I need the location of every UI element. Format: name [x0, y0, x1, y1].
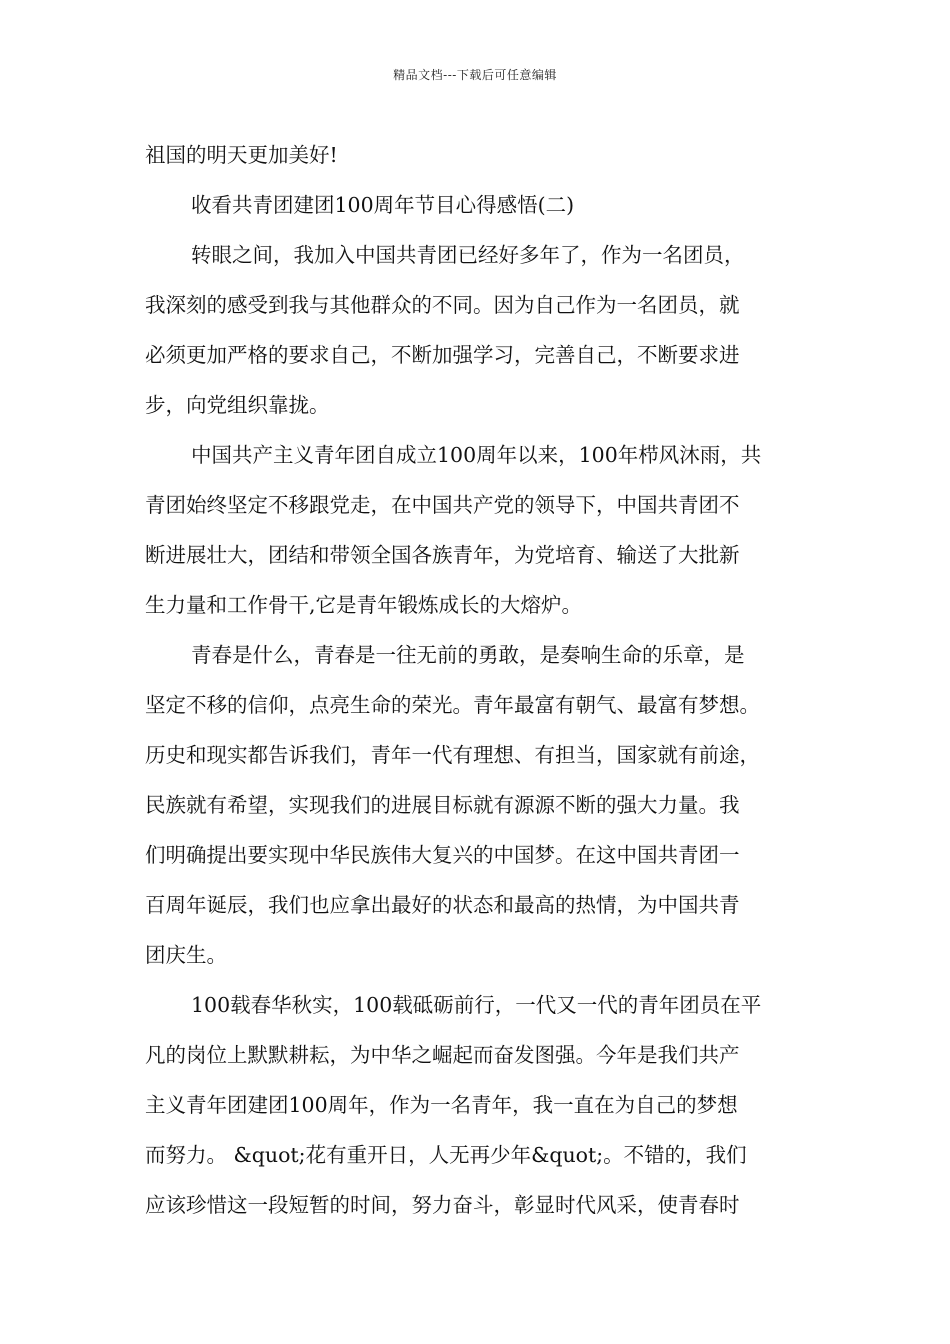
text-line: 应该珍惜这一段短暂的时间，努力奋斗，彰显时代风采，使青春时 [145, 1193, 740, 1217]
text-line: 100载春华秋实，100载砥砺前行，一代又一代的青年团员在平 [191, 993, 762, 1017]
text-line: 百周年诞辰，我们也应拿出最好的状态和最高的热情，为中国共青 [145, 893, 740, 917]
section-title: 收看共青团建团100周年节目心得感悟(二) [191, 193, 575, 217]
text-line: 中国共产主义青年团自成立100周年以来，100年栉风沐雨，共 [191, 443, 762, 467]
text-line: 们明确提出要实现中华民族伟大复兴的中国梦。在这中国共青团一 [145, 843, 740, 867]
document-body [145, 130, 825, 1230]
text-line: 青团始终坚定不移跟党走，在中国共产党的领导下，中国共青团不 [145, 493, 740, 517]
page-header: 精品文档---下载后可任意编辑 [393, 68, 557, 82]
text-line: 历史和现实都告诉我们，青年一代有理想、有担当，国家就有前途， [145, 743, 760, 767]
text-line: 主义青年团建团100周年，作为一名青年，我一直在为自己的梦想 [145, 1093, 738, 1117]
text-line: 坚定不移的信仰，点亮生命的荣光。青年最富有朝气、最富有梦想。 [145, 693, 760, 717]
text-line: 步，向党组织靠拢。 [145, 393, 330, 417]
text-line: 必须更加严格的要求自己，不断加强学习，完善自己，不断要求进 [145, 343, 740, 367]
text-line: 生力量和工作骨干,它是青年锻炼成长的大熔炉。 [145, 593, 583, 617]
text-line: 转眼之间，我加入中国共青团已经好多年了，作为一名团员， [191, 243, 745, 267]
text-line: 而努力。 &quot;花有重开日，人无再少年&quot;。不错的，我们 [145, 1143, 747, 1167]
text-line: 我深刻的感受到我与其他群众的不同。因为自己作为一名团员，就 [145, 293, 740, 317]
text-line: 凡的岗位上默默耕耘，为中华之崛起而奋发图强。今年是我们共产 [145, 1043, 740, 1067]
text-line: 民族就有希望，实现我们的进展目标就有源源不断的强大力量。我 [145, 793, 740, 817]
text-line: 断进展壮大，团结和带领全国各族青年，为党培育、输送了大批新 [145, 543, 740, 567]
text-line: 青春是什么，青春是一往无前的勇敢，是奏响生命的乐章，是 [191, 643, 745, 667]
text-line: 团庆生。 [145, 943, 227, 967]
text-line: 祖国的明天更加美好! [145, 143, 338, 167]
